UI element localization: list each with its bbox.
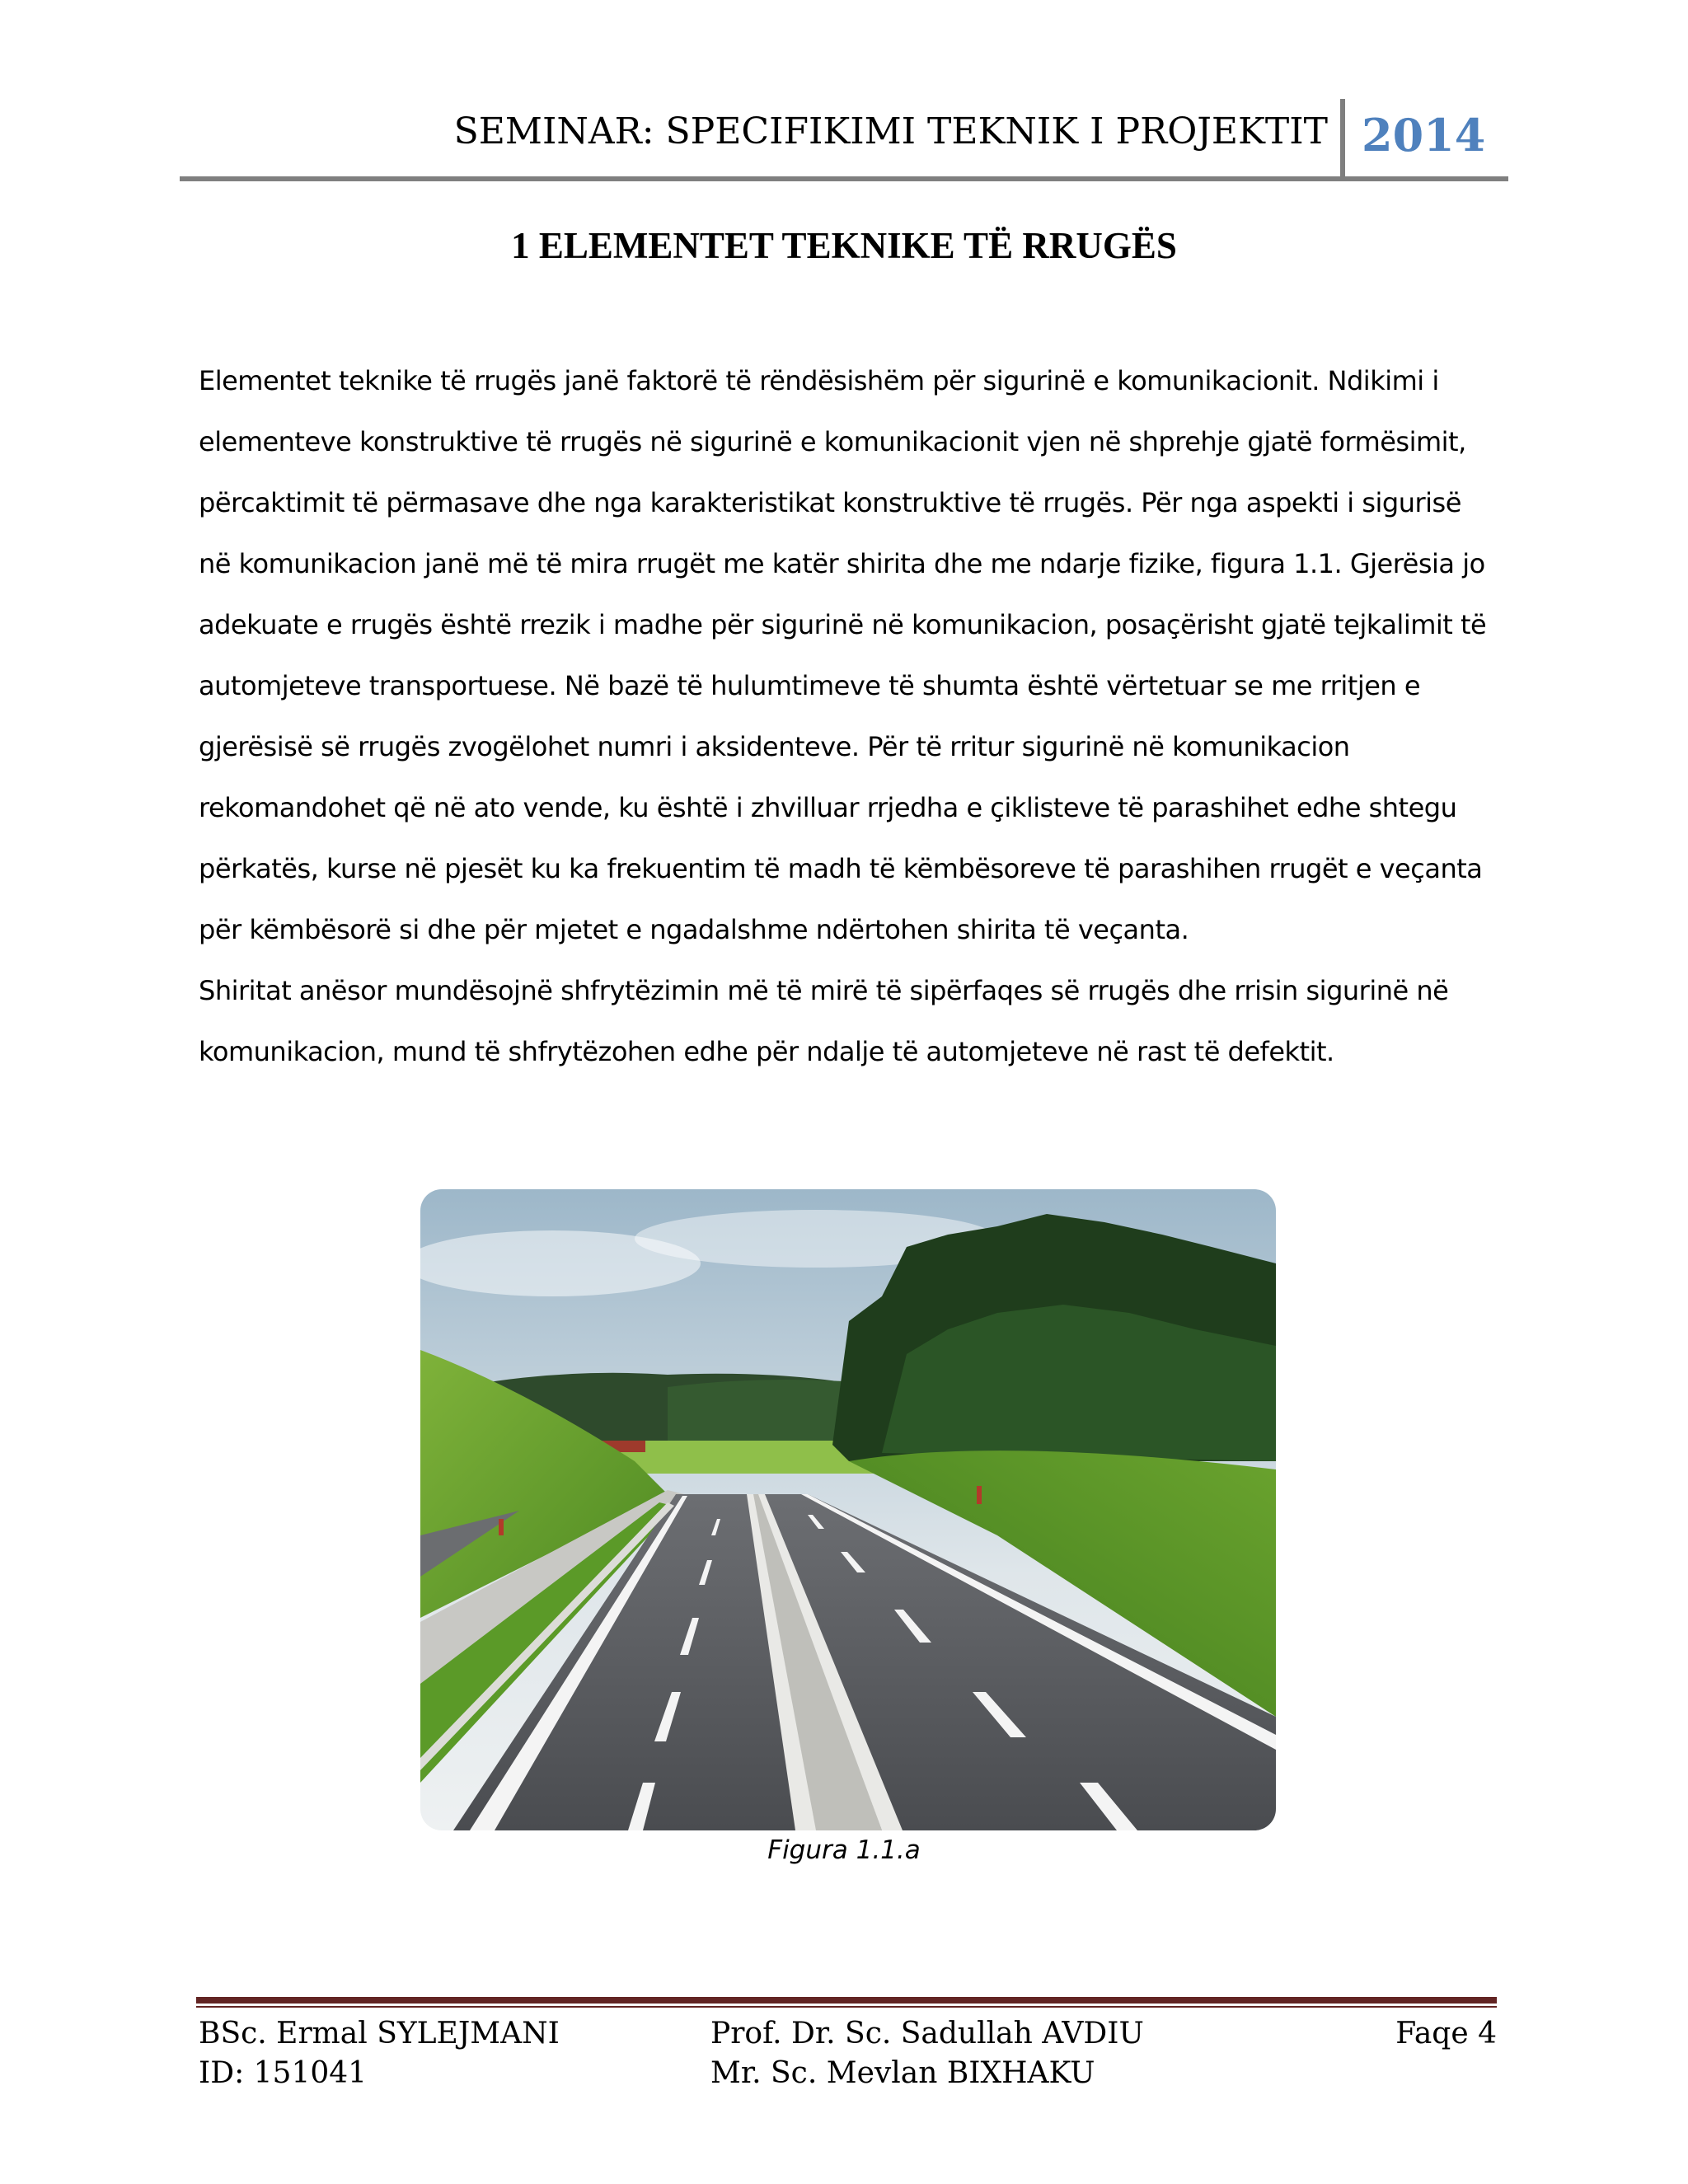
footer-rule-thin — [196, 2006, 1497, 2008]
highway-photo — [420, 1189, 1276, 1830]
header-rule — [180, 176, 1508, 181]
figure-caption: Figura 1.1.a — [767, 1835, 921, 1865]
footer-supervisors — [710, 2014, 1144, 2093]
supervisor-1: Prof. Dr. Sc. Sadullah AVDIU — [710, 2017, 1144, 2050]
chapter-title: 1 ELEMENTET TEKNIKE TË RRUGËS — [511, 225, 1177, 266]
body-text — [199, 350, 1497, 1082]
page-number: Faqe 4 — [1395, 2017, 1497, 2050]
header-separator — [1340, 99, 1345, 177]
paragraph: Elementet teknike të rrugës janë faktorë të rëndësishëm për sigurinë e komunikacionit. Ndikimi i elementeve konstruktive të rrugës në sigurinë e komunikacionit vjen në shprehje gjatë formësimit, përcaktimit të përmasave dhe nga karakteristikat konstruktive të rrugës. Për nga aspekti i sigurisë në komunikacion janë më të mira rrugët me katër shirita dhe me ndarje fizike, figura 1.1. Gjerësia jo adekuate e rrugës është rrezik i madhe për sigurinë në komunikacion, posaçërisht gjatë tejkalimit të automjeteve transportuese. Në bazë të hulumtimeve të shumta është vërtetuar se me rritjen e gjerësisë së rrugës zvogëlohet numri i aksidenteve. Për të rritur sigurinë në komunikacion rekomandohet që në ato vende, ku është i zhvilluar rrjedha e çiklisteve të parashihet edhe shtegu përkatës, kurse në pjesët ku ka frekuentim të madh të këmbësoreve të parashihen rrugët e veçanta për këmbësorë si dhe për mjetet e ngadalshme ndërtohen shirita të veçanta. — [199, 365, 1487, 945]
header-year: 2014 — [1362, 109, 1486, 162]
header-title: SEMINAR: SPECIFIKIMI TEKNIK I PROJEKTIT — [453, 110, 1328, 152]
footer-author — [199, 2014, 560, 2093]
author-name: BSc. Ermal SYLEJMANI — [199, 2017, 560, 2050]
author-id: ID: 151041 — [199, 2056, 368, 2090]
supervisor-2: Mr. Sc. Mevlan BIXHAKU — [710, 2056, 1095, 2090]
footer-rule — [196, 1997, 1497, 2004]
paragraph: Shiritat anësor mundësojnë shfrytëzimin më të mirë të sipërfaqes së rrugës dhe rrisin sigurinë në komunikacion, mund të shfrytëzohen edhe për ndalje të automjeteve në rast të defektit. — [199, 975, 1449, 1067]
